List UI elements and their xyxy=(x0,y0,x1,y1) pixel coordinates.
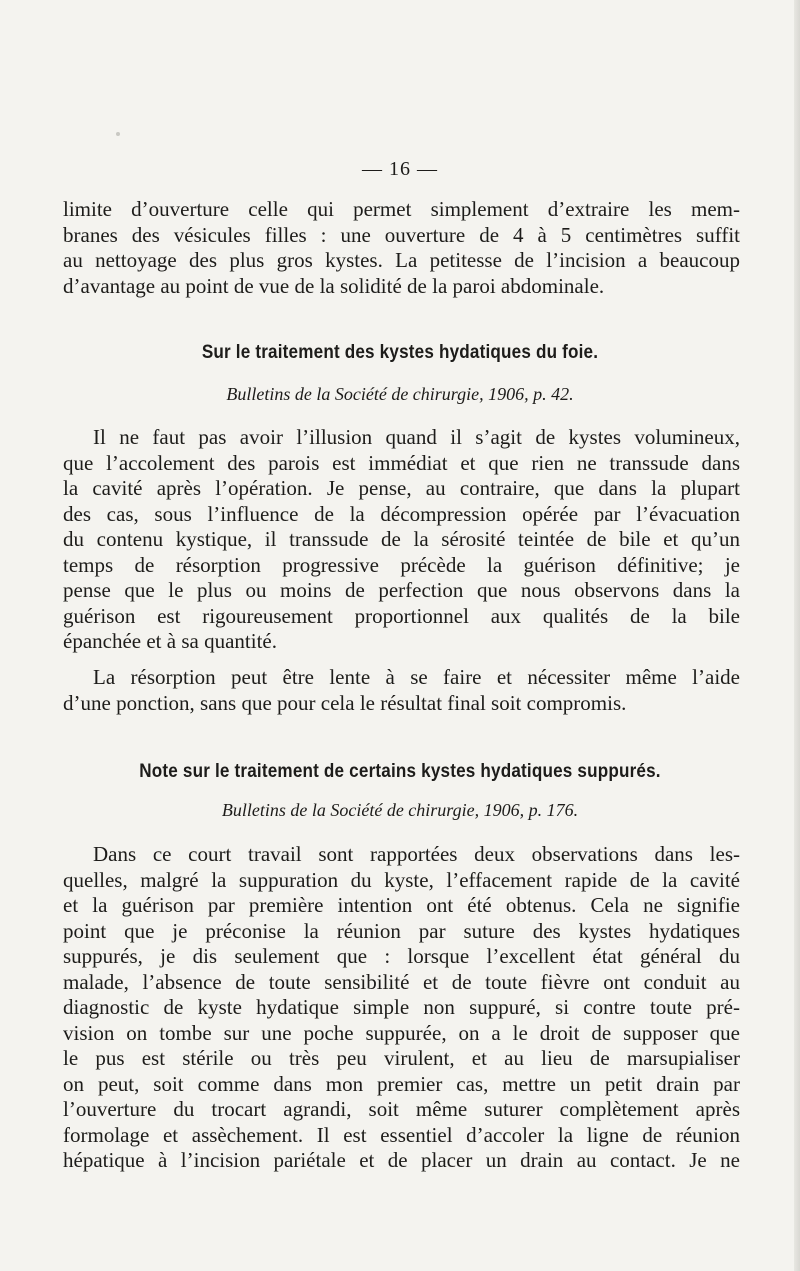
text-line: temps de résorption progressive précède la guérison définitive; je xyxy=(63,552,740,577)
text-line: suppurés, je dis seulement que : lorsque l’excellent état général du xyxy=(63,944,740,968)
text-line: au nettoyage des plus gros kystes. La petitesse de l’incision a beaucoup xyxy=(63,248,740,272)
text-line: du contenu kystique, il transsude de la sérosité teintée de bile et qu’un xyxy=(63,527,740,551)
text-line: on peut, soit comme dans mon premier cas, mettre un petit drain par xyxy=(63,1071,740,1096)
section-citation: Bulletins de la Société de chirurgie, 1906, p. 176. xyxy=(221,800,579,820)
section-1-paragraph-1 xyxy=(63,425,740,655)
section-2-paragraph-1 xyxy=(63,842,740,1174)
text-line: formolage et assèchement. Il est essentiel d’accoler la ligne de réunion xyxy=(63,1122,740,1147)
text-line: la cavité après l’opération. Je pense, au contraire, que dans la plupart xyxy=(63,476,740,500)
section-heading: Sur le traitement des kystes hydatiques du foie. xyxy=(201,342,599,363)
intro-paragraph xyxy=(63,197,740,299)
section-heading: Note sur le traitement de certains kystes hydatiques suppurés. xyxy=(139,761,661,782)
text-line: d’une ponction, sans que pour cela le résultat final soit compromis. xyxy=(63,690,627,715)
section-1-paragraph-2 xyxy=(63,665,740,716)
text-line: guérison est rigoureusement proportionnel aux qualités de la bile xyxy=(63,603,740,628)
paper-speck xyxy=(116,132,120,136)
text-line: branes des vésicules filles : une ouverture de 4 à 5 centimètres suffit xyxy=(63,222,740,247)
text-line: Dans ce court travail sont rapportées deux observations dans les- xyxy=(93,842,740,866)
text-line: diagnostic de kyste hydatique simple non suppuré, si contre toute pré- xyxy=(63,995,740,1019)
text-line: épanchée et à sa quantité. xyxy=(63,629,277,653)
text-line: que l’accolement des parois est immédiat et que rien ne transsude dans xyxy=(63,450,740,475)
page-edge-shadow xyxy=(794,0,800,1271)
text-line: quelles, malgré la suppuration du kyste, l’effacement rapide de la cavité xyxy=(63,867,740,892)
text-line: malade, l’absence de toute sensibilité et de toute fièvre ont conduit au xyxy=(63,969,740,994)
text-line: d’avantage au point de vue de la solidité de la paroi abdominale. xyxy=(63,273,605,298)
text-line: hépatique à l’incision pariétale et de placer un drain au contact. Je ne xyxy=(63,1148,740,1172)
page-number: — 16 — xyxy=(362,158,438,180)
text-line: La résorption peut être lente à se faire et nécessiter même l’aide xyxy=(93,665,740,689)
text-line: pense que le plus ou moins de perfection que nous observons dans la xyxy=(63,578,740,602)
text-line: Il ne faut pas avoir l’illusion quand il s’agit de kystes volumineux, xyxy=(93,425,740,449)
text-line: et la guérison par première intention ont été obtenus. Cela ne signifie xyxy=(63,893,740,917)
text-line: le pus est stérile ou très peu virulent, et au lieu de marsupialiser xyxy=(63,1046,740,1070)
text-line: point que je préconise la réunion par suture des kystes hydatiques xyxy=(63,918,740,943)
text-line: des cas, sous l’influence de la décompression opérée par l’évacuation xyxy=(63,501,740,526)
text-line: l’ouverture du trocart agrandi, soit même suturer complètement après xyxy=(63,1097,740,1121)
section-citation: Bulletins de la Société de chirurgie, 1906, p. 42. xyxy=(226,384,574,404)
text-line: vision on tombe sur une poche suppurée, on a le droit de supposer que xyxy=(63,1020,740,1045)
text-line: limite d’ouverture celle qui permet simplement d’extraire les mem- xyxy=(63,197,740,221)
